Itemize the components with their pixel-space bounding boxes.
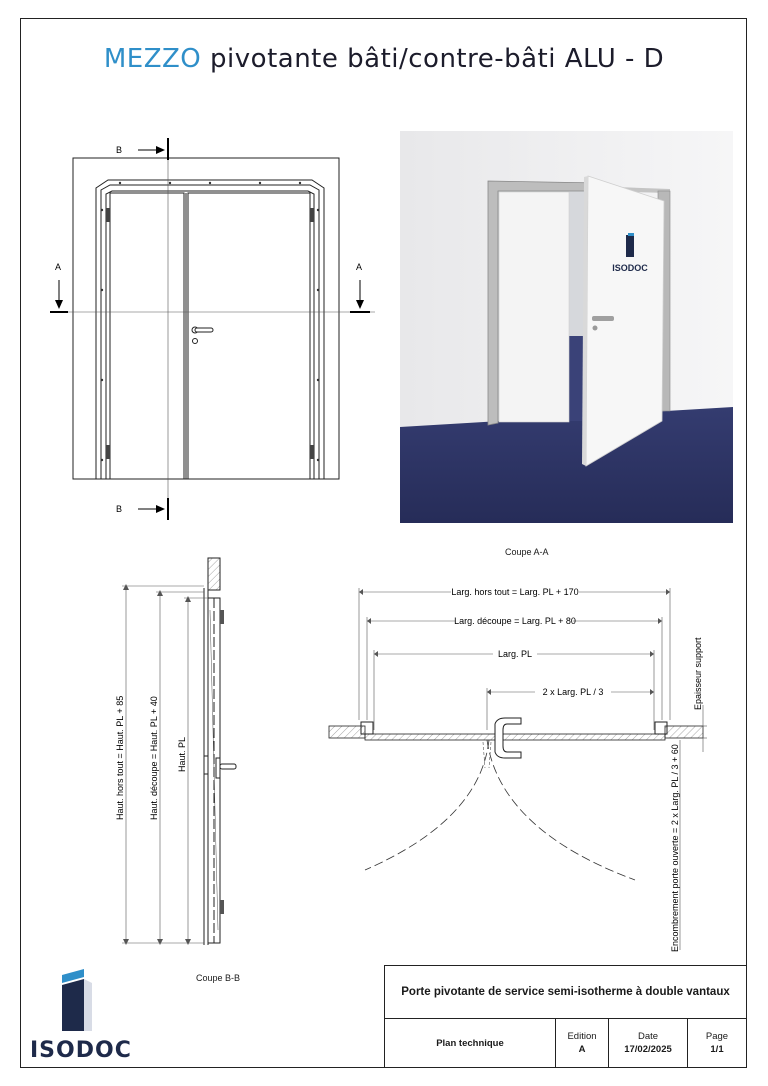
dim-haut-pl: Haut. PL	[177, 736, 187, 772]
date-value: 17/02/2025	[624, 1043, 672, 1055]
section-aa-drawing	[325, 580, 730, 955]
edition-label: Edition	[567, 1030, 597, 1042]
section-a-left: A	[55, 262, 62, 272]
section-b-top: B	[116, 145, 123, 155]
dim-larg-decoupe: Larg. découpe = Larg. PL + 80	[454, 616, 576, 626]
plan-cell	[385, 1018, 556, 1067]
section-b-bottom: B	[116, 504, 123, 514]
dim-encombrement: Encombrement porte ouverte = 2 x Larg. PL / 3 + 60	[670, 744, 680, 952]
title-brand: MEZZO	[103, 44, 202, 74]
dim-two-thirds: 2 x Larg. PL / 3	[542, 687, 604, 697]
title-block-description: Porte pivotante de service semi-isotherme à double vantaux	[385, 966, 746, 1019]
edition-value: A	[578, 1043, 586, 1055]
page-title	[0, 44, 768, 74]
page-label: Page	[705, 1030, 729, 1042]
section-a-right: A	[356, 262, 363, 272]
dim-larg-hors-tout: Larg. hors tout = Larg. PL + 170	[451, 587, 579, 597]
title-block	[384, 965, 747, 1068]
section-bb-drawing	[100, 550, 260, 960]
door-render-image	[400, 131, 733, 523]
dim-larg-pl: Larg. PL	[497, 649, 533, 659]
dim-haut-hors-tout: Haut. hors tout = Haut. PL + 85	[115, 695, 125, 820]
page-value: 1/1	[710, 1043, 724, 1055]
front-elevation	[40, 130, 390, 525]
door-logo-text: ISODOC	[612, 263, 648, 273]
edition-cell	[556, 1018, 609, 1067]
plan-label: Plan technique	[436, 1038, 504, 1049]
dim-epaisseur-support: Epaisseur support	[693, 637, 703, 710]
page-cell	[688, 1018, 746, 1067]
date-label: Date	[637, 1030, 659, 1042]
dim-haut-decoupe: Haut. découpe = Haut. PL + 40	[149, 696, 159, 820]
section-bb-label: Coupe B-B	[196, 973, 241, 983]
logo-text: ISODOC	[30, 1038, 132, 1063]
section-aa-label: Coupe A-A	[505, 547, 549, 557]
title-rest: pivotante bâti/contre-bâti ALU - D	[210, 44, 665, 74]
date-cell	[609, 1018, 688, 1067]
